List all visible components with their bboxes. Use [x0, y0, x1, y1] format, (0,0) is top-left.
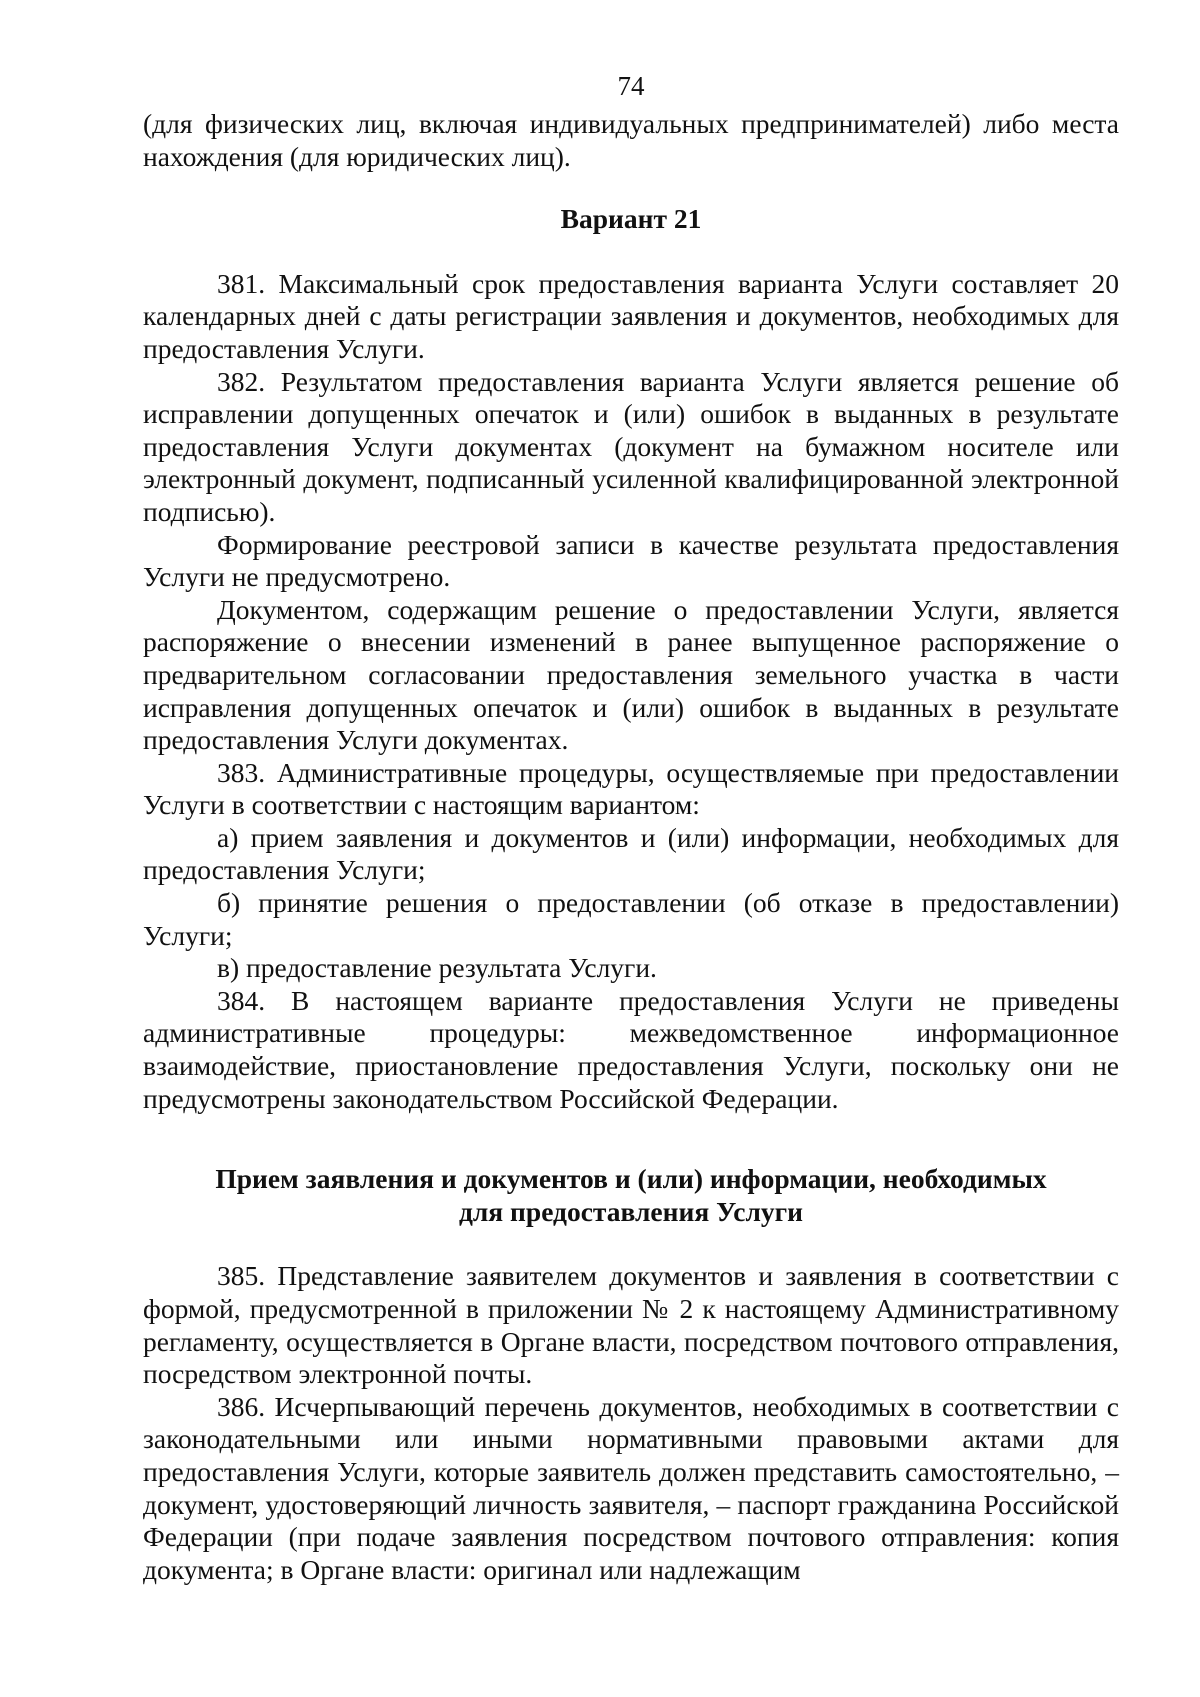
section-title-line-1: Прием заявления и документов и (или) информации, необходимых [215, 1163, 1047, 1195]
paragraph-382: 382. Результатом предоставления варианта Услуги является решение об исправлении допущенных опечаток и (или) ошибок в выданных в результате предоставления Услуги документах (документ на бумажном носителе или электронный документ, подписанный усиленной квалифицированной электронной подписью). [143, 365, 1119, 527]
list-item-c: в) предоставление результата Услуги. [217, 952, 657, 984]
paragraph-decision-document: Документом, содержащим решение о предоставлении Услуги, является распоряжение о внесении изменений в ранее выпущенное распоряжение о предварительном согласовании предоставления земельного участка в части исправления допущенных опечаток и (или) ошибок в выданных в результате предоставления Услуги документах. [143, 593, 1119, 756]
paragraph-386: 386. Исчерпывающий перечень документов, необходимых в соответствии с законодательными или иными нормативными правовыми актами для предоставления Услуги, которые заявитель должен представить самостоятельно, – документ, удостоверяющий личность заявителя, – паспорт гражданина Российской Федерации (при подаче заявления посредством почтового отправления: копия документа; в Органе власти: оригинал или надлежащим [143, 1390, 1119, 1585]
section-title [143, 1163, 1119, 1228]
list-item-a: а) прием заявления и документов и (или) информации, необходимых для предоставления Услуги; [143, 821, 1119, 886]
intro-paragraph: (для физических лиц, включая индивидуальных предпринимателей) либо места нахождения (для юридических лиц). [143, 108, 1119, 172]
paragraph-381: 381. Максимальный срок предоставления варианта Услуги составляет 20 календарных дней с даты регистрации заявления и документов, необходимых для предоставления Услуги. [143, 267, 1119, 364]
list-item-b: б) принятие решения о предоставлении (об отказе в предоставлении) Услуги; [143, 887, 1119, 951]
paragraph-384: 384. В настоящем варианте предоставления Услуги не приведены административные процедуры: межведомственное информационное взаимодействие, приостановление предоставления Услуги, поскольку они не предусмотрены законодательством Российской Федерации. [143, 984, 1119, 1114]
page-number: 74 [617, 71, 645, 101]
paragraph-registry-record: Формирование реестровой записи в качестве результата предоставления Услуги не предусмотрено. [143, 528, 1119, 593]
document-page [143, 70, 1119, 1586]
paragraph-385: 385. Представление заявителем документов и заявления в соответствии с формой, предусмотренной в приложении № 2 к настоящему Административному регламенту, осуществляется в Органе власти, посредством почтового отправления, посредством электронной почты. [143, 1260, 1119, 1390]
variant-title: Вариант 21 [560, 203, 702, 235]
section-title-line-2: для предоставления Услуги [458, 1195, 804, 1227]
paragraph-383: 383. Административные процедуры, осуществляемые при предоставлении Услуги в соответствии с настоящим вариантом: [143, 756, 1119, 821]
